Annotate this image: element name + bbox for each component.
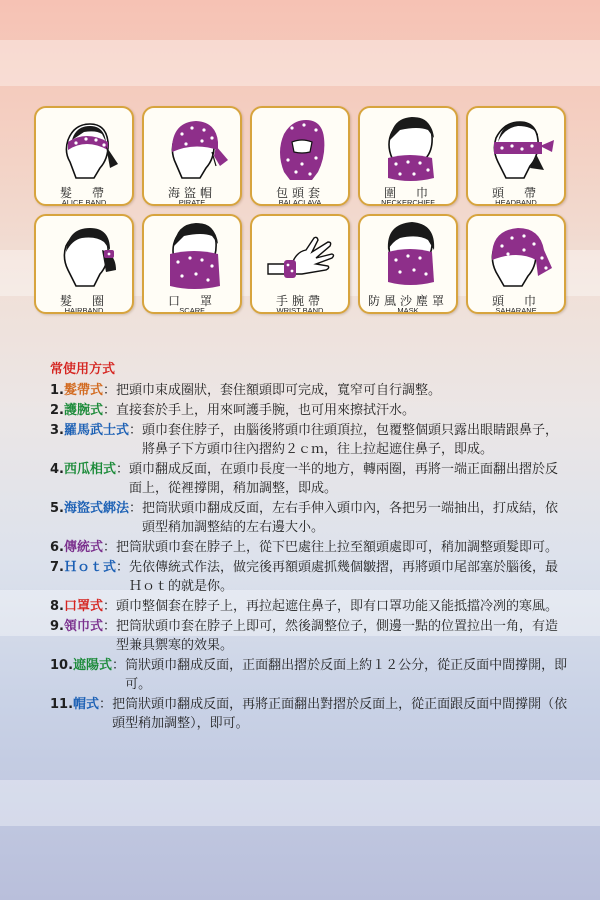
list-item [50,617,570,655]
item-number: 11. [50,697,74,712]
item-text: 頭巾整個套在脖子上，再拉起遮住鼻子，即有口罩功能又能抵擋冷冽的寒風。 [116,599,559,614]
item-number: 6. [50,540,64,555]
style-name-zh: 口 罩 [167,294,216,308]
list-item [50,656,570,694]
style-name-en: SAHARANE [495,306,537,314]
list-item [50,538,570,557]
item-text: 筒狀頭巾翻成反面，正面翻出摺於反面上約１２公分，從正反面中間撐開，即可。 [125,658,568,692]
item-separator: ： [103,619,117,634]
headband-icon [478,112,558,184]
item-text: 把筒狀頭巾翻成反面，再將正面翻出對摺於反面上，從正面跟反面中間撐開（依頭型稍加調整），即可。 [112,697,568,731]
neckerchief-icon [370,112,450,184]
style-tile [34,106,134,206]
pirate-icon [154,112,234,184]
style-name-en: ALICE BAND [61,198,107,206]
item-separator: ： [103,599,117,614]
wrist-band-icon [262,220,342,292]
style-tile [466,106,566,206]
item-separator: ： [103,403,117,418]
style-name-zh: 防風沙塵罩 [367,294,448,308]
item-text: 直接套於手上，用來呵護手腕，也可用來擦拭汗水。 [116,403,416,418]
item-number: 9. [50,619,64,634]
list-item [50,460,570,498]
item-text: 把筒狀頭巾套在脖子上，從下巴處往上拉至額頭處即可，稍加調整頭髮即可。 [116,540,559,555]
list-item [50,558,570,596]
item-separator: ： [116,560,130,575]
saharane-icon [478,220,558,292]
style-name-zh: 髮 帶 [59,186,108,200]
style-name-en: WRIST BAND [276,306,324,314]
style-tile [466,214,566,314]
list-item [50,421,570,459]
list-item [50,695,570,733]
item-number: 7. [50,560,64,575]
balaclava-icon [262,112,342,184]
item-label: 領巾式 [63,619,103,634]
style-name-en: PIRATE [178,198,206,206]
style-name-en: MASK [397,306,419,314]
item-label: 口罩式 [63,599,103,614]
style-tile [250,106,350,206]
item-label: 羅馬武士式 [63,423,129,438]
item-text: 把頭巾束成圈狀，套住額頭即可完成，寬窄可自行調整。 [116,383,442,398]
item-label: Ｈｏｔ式 [63,560,116,575]
style-name-en: NECKERCHIEF [381,198,435,206]
item-separator: ： [112,658,126,673]
list-item [50,597,570,616]
style-tile [250,214,350,314]
style-name-en: BALACLAVA [278,198,322,206]
item-label: 西瓜相式 [63,462,116,477]
style-tile [142,214,242,314]
style-tile [34,214,134,314]
item-separator: ： [129,423,143,438]
style-tile [358,214,458,314]
item-label: 海盜式綁法 [63,501,129,516]
item-number: 5. [50,501,64,516]
background-stripe [0,40,600,86]
item-number: 2. [50,403,64,418]
usage-title: 常使用方式 [50,362,116,377]
item-separator: ： [129,501,143,516]
style-name-en: HEADBAND [495,198,537,206]
mask-icon [370,220,450,292]
item-text: 把筒狀頭巾套在脖子上即可，然後調整位子，側邊一點的位置拉出一角，有造型兼具禦寒的效果。 [116,619,559,653]
style-name-zh: 海盜帽 [167,186,216,200]
item-number: 3. [50,423,64,438]
item-separator: ： [103,540,117,555]
item-separator: ： [99,697,113,712]
item-label: 遮陽式 [73,658,113,673]
item-number: 8. [50,599,64,614]
style-name-zh: 髮 圈 [59,294,108,308]
style-name-en: HAIRBAND [64,306,104,314]
list-item [50,401,570,420]
item-separator: ： [116,462,130,477]
scarf-icon [154,220,234,292]
item-separator: ： [103,383,117,398]
alice-band-icon [46,112,126,184]
item-label: 護腕式 [63,403,103,418]
item-text: 頭巾翻成反面，在頭巾長度一半的地方，轉兩圈，再將一端正面翻出摺於反面上，從裡撐開，稍加調整，即成。 [129,462,559,496]
item-text: 先依傳統式作法，做完後再額頭處抓幾個皺摺，再將頭巾尾部塞於腦後，最Ｈｏｔ的就是你。 [129,560,559,594]
item-number: 4. [50,462,64,477]
list-item [50,381,570,400]
item-text: 把筒狀頭巾翻成反面，左右手伸入頭巾內，各把另一端抽出，打成結，依頭型稍加調整結的左右邊大小。 [142,501,559,535]
style-name-zh: 頭 巾 [491,294,540,308]
item-label: 髮帶式 [63,383,103,398]
item-label: 傳統式 [63,540,103,555]
style-name-zh: 包頭套 [275,186,324,200]
style-grid [34,106,566,314]
hairband-icon [46,220,126,292]
list-item [50,499,570,537]
style-name-zh: 頭 帶 [491,186,540,200]
style-tile [142,106,242,206]
style-name-en: SCARF [179,306,205,314]
item-label: 帽式 [73,697,100,712]
background-stripe [0,780,600,826]
style-name-zh: 手腕帶 [275,294,324,308]
item-text: 頭巾套住脖子，由腦後將頭巾往頭頂拉，包覆整個頭只露出眼睛跟鼻子，將鼻子下方頭巾往內摺約２ｃｍ，往上拉起遮住鼻子，即成。 [142,423,559,457]
style-name-zh: 圍 巾 [383,186,432,200]
usage-instructions [50,358,570,734]
item-number: 10. [50,658,74,673]
style-tile [358,106,458,206]
item-number: 1. [50,383,64,398]
